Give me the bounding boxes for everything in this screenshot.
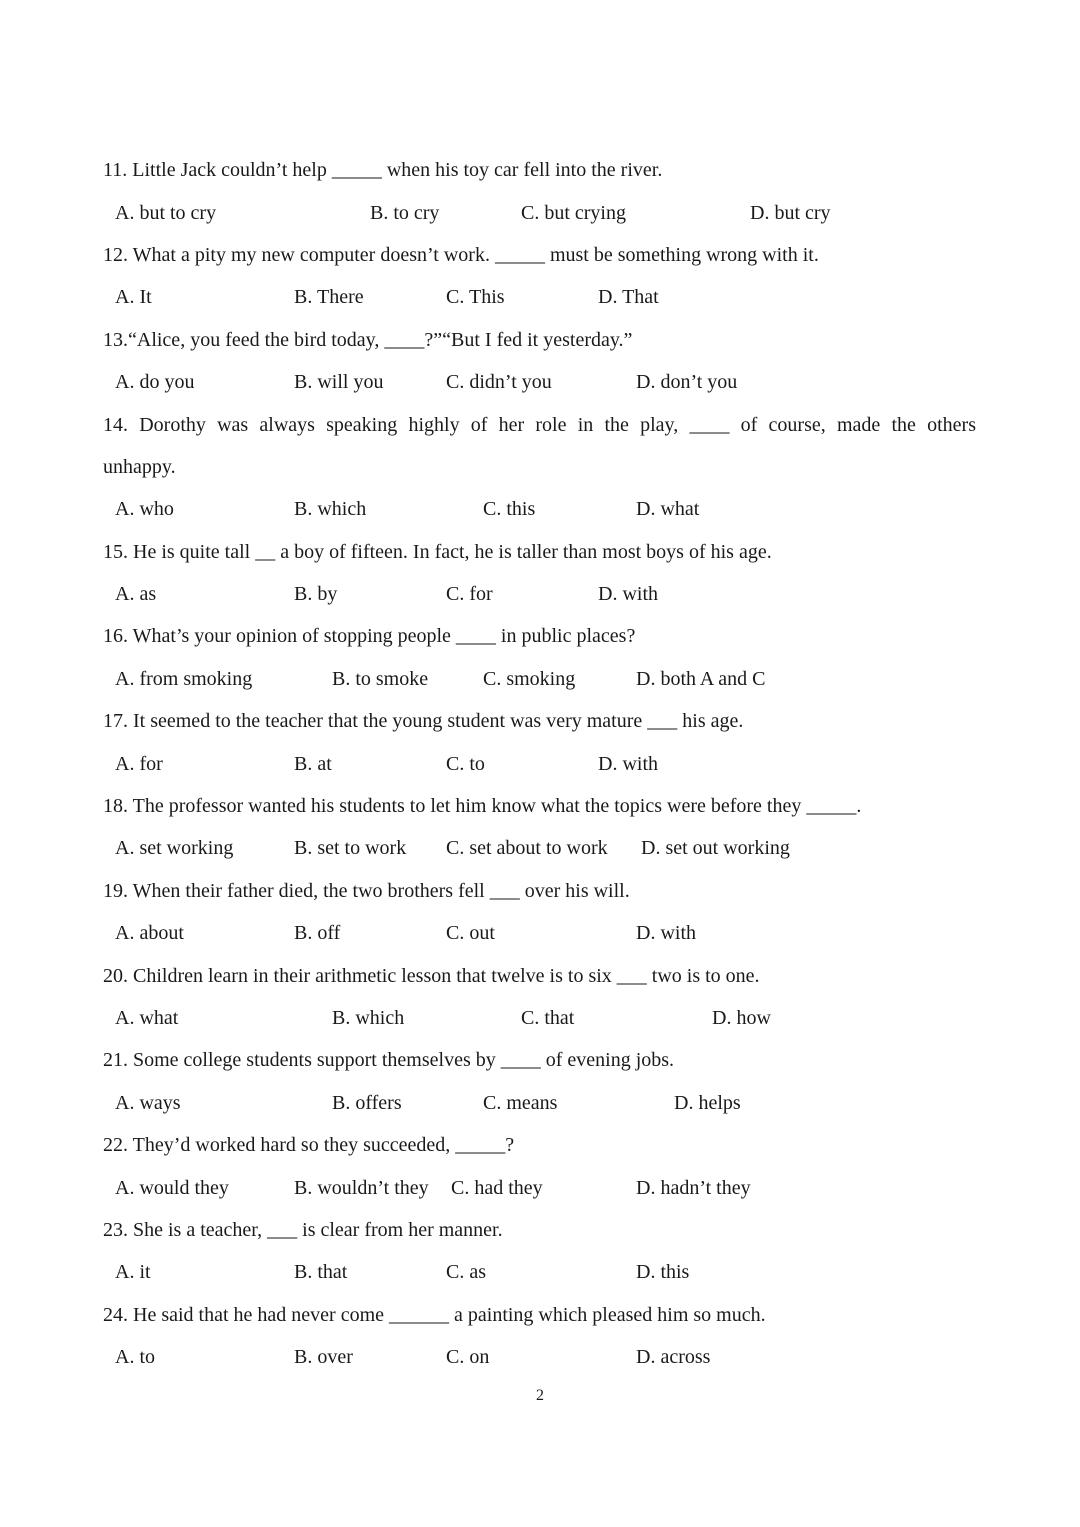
q12-option-a: A. It <box>115 286 152 308</box>
q14-option-b: B. which <box>294 498 367 520</box>
q17-option-a: A. for <box>115 753 163 775</box>
q18-option-d: D. set out working <box>641 837 790 859</box>
q16-option-d: D. both A and C <box>636 668 766 690</box>
question-19: 19. When their father died, the two brothers fell ___ over his will. <box>103 880 630 902</box>
q17-option-d: D. with <box>598 753 658 775</box>
q15-option-b: B. by <box>294 583 338 605</box>
q12-option-d: D. That <box>598 286 659 308</box>
q22-option-b: B. wouldn’t they <box>294 1177 429 1199</box>
q19-option-d: D. with <box>636 922 696 944</box>
q24-option-b: B. over <box>294 1346 353 1368</box>
q16-option-a: A. from smoking <box>115 668 253 690</box>
q24-option-c: C. on <box>446 1346 490 1368</box>
q14-option-c: C. this <box>483 498 536 520</box>
q16-option-b: B. to smoke <box>332 668 429 690</box>
question-21: 21. Some college students support themselves by ____ of evening jobs. <box>103 1049 675 1071</box>
q18-option-a: A. set working <box>115 837 234 859</box>
q11-option-a: A. but to cry <box>115 202 217 224</box>
q11-option-d: D. but cry <box>750 202 831 224</box>
question-15: 15. He is quite tall __ a boy of fifteen. In fact, he is taller than most boys of his age. <box>103 541 772 563</box>
q16-option-c: C. smoking <box>483 668 576 690</box>
q18-option-c: C. set about to work <box>446 837 608 859</box>
q15-option-d: D. with <box>598 583 658 605</box>
q23-option-d: D. this <box>636 1261 690 1283</box>
q20-option-c: C. that <box>521 1007 575 1029</box>
q17-option-b: B. at <box>294 753 332 775</box>
q14-option-d: D. what <box>636 498 700 520</box>
question-24: 24. He said that he had never come ______ a painting which pleased him so much. <box>103 1304 766 1326</box>
question-11: 11. Little Jack couldn’t help _____ when his toy car fell into the river. <box>103 159 663 181</box>
q21-option-d: D. helps <box>674 1092 741 1114</box>
q20-option-d: D. how <box>712 1007 771 1029</box>
q20-option-b: B. which <box>332 1007 405 1029</box>
q21-option-a: A. ways <box>115 1092 181 1114</box>
q13-option-c: C. didn’t you <box>446 371 552 393</box>
q20-option-a: A. what <box>115 1007 179 1029</box>
q12-option-b: B. There <box>294 286 364 308</box>
q18-option-b: B. set to work <box>294 837 407 859</box>
q21-option-c: C. means <box>483 1092 558 1114</box>
q22-option-c: C. had they <box>451 1177 543 1199</box>
q15-option-a: A. as <box>115 583 157 605</box>
q24-option-a: A. to <box>115 1346 155 1368</box>
question-14-continuation: unhappy. <box>103 456 176 478</box>
q13-option-d: D. don’t you <box>636 371 738 393</box>
q13-option-b: B. will you <box>294 371 384 393</box>
question-12: 12. What a pity my new computer doesn’t work. _____ must be something wrong with it. <box>103 244 819 266</box>
question-22: 22. They’d worked hard so they succeeded, _____? <box>103 1134 515 1156</box>
question-18: 18. The professor wanted his students to let him know what the topics were before they _____. <box>103 795 862 817</box>
q19-option-c: C. out <box>446 922 495 944</box>
q19-option-b: B. off <box>294 922 341 944</box>
q22-option-d: D. hadn’t they <box>636 1177 751 1199</box>
question-20: 20. Children learn in their arithmetic lesson that twelve is to six ___ two is to one. <box>103 965 760 987</box>
question-17: 17. It seemed to the teacher that the young student was very mature ___ his age. <box>103 710 744 732</box>
q24-option-d: D. across <box>636 1346 711 1368</box>
q11-option-c: C. but crying <box>521 202 626 224</box>
q12-option-c: C. This <box>446 286 505 308</box>
q19-option-a: A. about <box>115 922 184 944</box>
q15-option-c: C. for <box>446 583 493 605</box>
question-13: 13.“Alice, you feed the bird today, ____?”“But I fed it yesterday.” <box>103 329 633 351</box>
q23-option-c: C. as <box>446 1261 486 1283</box>
q22-option-a: A. would they <box>115 1177 229 1199</box>
q23-option-b: B. that <box>294 1261 348 1283</box>
question-23: 23. She is a teacher, ___ is clear from her manner. <box>103 1219 503 1241</box>
question-14: 14. Dorothy was always speaking highly of her role in the play, ____ of course, made the others <box>103 414 976 436</box>
q11-option-b: B. to cry <box>370 202 440 224</box>
question-16: 16. What’s your opinion of stopping people ____ in public places? <box>103 625 636 647</box>
q21-option-b: B. offers <box>332 1092 402 1114</box>
q17-option-c: C. to <box>446 753 485 775</box>
q23-option-a: A. it <box>115 1261 151 1283</box>
q14-option-a: A. who <box>115 498 174 520</box>
page-number: 2 <box>536 1387 544 1404</box>
q13-option-a: A. do you <box>115 371 195 393</box>
